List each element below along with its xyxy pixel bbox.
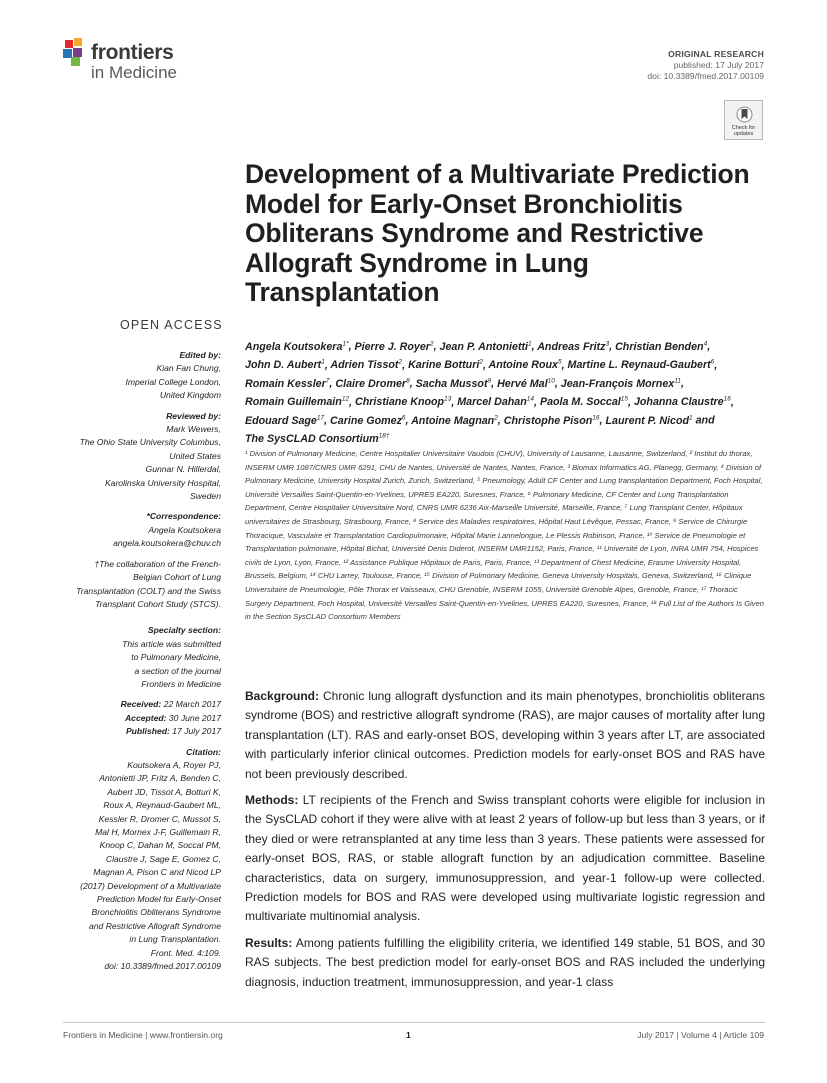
author-affiliation-marker: 12 — [341, 395, 350, 403]
editor-affiliation-2: United Kingdom — [159, 390, 221, 401]
author-name[interactable]: Andreas Fritz$^3$ — [537, 340, 610, 353]
abstract-background — [245, 687, 765, 784]
results-label: Results: — [245, 935, 293, 950]
article-header-meta — [504, 49, 764, 82]
author-name[interactable]: Romain Guillemain$^{12}$ — [245, 395, 350, 409]
footer-journal-link[interactable]: Frontiers in Medicine | www.frontiersin.org — [63, 1030, 223, 1040]
published-label: Published: — [125, 726, 170, 737]
accepted-line — [50, 712, 221, 725]
author-name[interactable]: Christian Benden$^4$ — [615, 340, 708, 353]
author-affiliation-marker: 2 — [398, 358, 403, 366]
citation-line: Bronchiolitis Obliterans Syndrome — [91, 907, 221, 918]
author-affiliation-marker: 5 — [557, 358, 562, 366]
logo-wordmark-line1: frontiers — [91, 41, 174, 64]
citation-line: Roux A, Reynaud-Gaubert ML, — [103, 800, 221, 811]
citation-text — [50, 759, 221, 974]
collaboration-note-1: †The collaboration of the French- — [94, 558, 221, 569]
check-for-updates-label: Check for updates — [731, 125, 756, 137]
collaboration-note-4: Transplant Cohort Study (STCS). — [95, 598, 221, 609]
accepted-label: Accepted: — [124, 712, 167, 723]
author-affiliation-marker: 2 — [479, 358, 483, 366]
citation-line: Magnan A, Pison C and Nicod LP — [93, 867, 221, 878]
article-title: Development of a Multivariate Prediction Model for Early-Onset Bronchiolitis Obliterans Syndrome and Restrictive Allograft Syndrome in Lung Transplantation — [245, 159, 750, 307]
check-for-updates-badge[interactable] — [724, 100, 763, 140]
left-sidebar — [50, 349, 221, 973]
author-affiliation-marker: 3 — [605, 340, 610, 347]
published-date: published: 17 July 2017 — [673, 60, 764, 70]
citation-line: in Lung Transplantation. — [129, 934, 221, 945]
citation-line: Kessler R, Dromer C, Mussot S, — [98, 813, 221, 824]
published-line — [50, 725, 221, 738]
author-affiliation-marker: 17 — [316, 414, 325, 422]
author-name[interactable]: Martine L. Reynaud-Gaubert$^6$ — [567, 358, 715, 372]
frontiers-logo-icon — [63, 38, 89, 66]
author-name[interactable]: Angela Koutsokera$^{1*}$ — [245, 340, 349, 353]
background-label: Background: — [245, 689, 320, 703]
citation-line: Front. Med. 4:109. — [150, 947, 221, 958]
doi[interactable]: doi: 10.3389/fmed.2017.00109 — [647, 71, 764, 81]
abstract-methods — [245, 791, 765, 927]
author-affiliation-marker: 15 — [620, 395, 628, 403]
author-name[interactable]: Pierre J. Royer$^2$ — [354, 340, 434, 353]
author-name[interactable]: Antoine Roux$^5$ — [488, 358, 562, 372]
received-line — [50, 698, 221, 711]
author-affiliation-marker: 16 — [723, 395, 731, 403]
author-affiliation-marker: 1* — [342, 340, 349, 347]
citation-line: Aubert JD, Tissot A, Botturi K, — [107, 786, 221, 797]
journal-logo — [63, 38, 203, 84]
author-name[interactable]: The SysCLAD Consortium$^{18\dagger}$ — [245, 432, 390, 446]
citation-line: and Restrictive Allograft Syndrome — [89, 920, 221, 931]
reviewer-2-affiliation-1: Karolinska University Hospital, — [104, 477, 221, 488]
results-text: Among patients fulfilling the eligibility criteria, we identified 149 stable, 51 BOS, and 30 RAS subjects. The best prediction model for early-onset BOS and RAS included the underlying diagnosis, induction treatment, immunosuppression, and year-1 class — [245, 935, 765, 989]
author-name[interactable]: Paola M. Soccal$^{15}$ — [539, 395, 628, 409]
logo-wordmark-line2: in Medicine — [91, 63, 177, 82]
author-name[interactable]: Jean P. Antonietti$^1$ — [439, 340, 532, 353]
author-affiliation-marker: 10 — [547, 377, 555, 385]
citation-line: Knoop C, Dahan M, Soccal PM, — [99, 840, 221, 851]
citation-label: Citation: — [186, 746, 221, 757]
footer-divider — [63, 1022, 765, 1023]
author-name[interactable]: Antoine Magnan$^2$ — [411, 414, 498, 427]
methods-label: Methods: — [245, 793, 299, 808]
collaboration-note-3: Transplantation (COLT) and the Swiss — [76, 585, 221, 596]
citation-line: Claustre J, Sage E, Gomez C, — [105, 853, 221, 864]
author-name[interactable]: Johanna Claustre$^{16}$ — [633, 395, 731, 409]
author-name[interactable]: Sacha Mussot$^9$ — [415, 377, 492, 390]
reviewed-by-label: Reviewed by: — [166, 410, 221, 421]
author-affiliation-marker: 7 — [325, 377, 330, 385]
author-name[interactable]: Marcel Dahan$^{14}$ — [457, 395, 534, 409]
published-date-left: 17 July 2017 — [172, 726, 221, 737]
citation-line: Mal H, Mornex J-F, Guillemain R, — [95, 827, 221, 837]
page-number: 1 — [406, 1030, 411, 1040]
author-name[interactable]: Adrien Tissot$^2$ — [330, 358, 403, 372]
author-list: Angela Koutsokera$^{1*}$, Pierre J. Royer$^2$, Jean P. Antonietti$^1$, Andreas Fritz$^3$, Christian Benden$^4$, John D. Aubert$^1$, Adrien Tissot$^2$, Karine Botturi$^2$, Antoine Roux$^5$, Martine L. Reynaud-Gaubert$^6$, Romain Kessler$^7$, Claire Dromer$^8$, Sacha Mussot$^9$, Hervé Mal$^{10}$, Jean-François Mornex$^{11}$, Romain Guillemain$^{12}$, Christiane Knoop$^{13}$, Marcel Dahan$^{14}$, Paola M. Soccal$^{15}$, Johanna Claustre$^{16}$, Edouard Sage$^{17}$, Carine Gomez$^6$, Antoine Magnan$^2$, Christophe Pison$^{16}$, Laurent P. Nicod$^1$ and The SysCLAD Consortium$^{18\dagger}$ — [245, 340, 734, 446]
affiliations: ¹ Division of Pulmonary Medicine, Centre Hospitalier Universitaire Vaudois (CHUV), University of Lausanne, Lausanne, Switzerland, ² Institut du thorax, INSERM UMR 1087/CNRS UMR 6291, CHU de Nantes, Université de Nantes, Nantes, France, ³ Biomax Informatics AG, Planegg, Germany, ⁴ Division of Pulmonary Medicine, University Hospital Zurich, Zurich, Switzerland, ⁵ Pneumology, Adult CF Center and Lung transplantation Department, Foch Hospital, Université Versailles Saint-Quentin-en-Yvelines, UPRES EA220, Suresnes, France, ⁶ Pulmonary Medicine, CF Center and Lung Transplantation Department, Centre Hospitalier Universitaire Nord, CNRS UMR 6236 Aix-Marseille Université, Marseille, France, ⁷ Lung Transplant Center, Hôpitaux universitaires de Strasbourg, Strasbourg, France, ⁸ Service des Maladies respiratoires, Hôpital Haut Lévêque, Pessac, France, ⁹ Service de Chirurgie Thoracique, Vasculaire et Transplantation Cardiopulmonaire, Hôpital Marie Lannelongue, Le Plessis Robinson, France, ¹⁰ Service de Pneumologie et Transplantation pulmonaire, Hôpital Bichat, Université Denis Diderot, INSERM UMR1152, Paris, France, ¹¹ Université de Lyon, INRA UMR 754, Hospices civils de Lyon, Lyon, France, ¹² Assistance Publique Hôpitaux de Paris, Paris, France, ¹³ Department of Chest Medicine, Erasme University Hospital, Brussels, Belgium, ¹⁴ CHU Larrey, Toulouse, France, ¹⁵ Division of Pulmonary Medicine, Geneva University Hospitals, Geneva, Switzerland, ¹⁶ Clinique Universitaire de Pneumologie, Pôle Thorax et Vaisseaux, CHU Grenoble, INSERM 1055, Université Grenoble Alpes, Grenoble, France, ¹⁷ Thoracic Surgery Department, Foch Hospital, Université Versailles Saint-Quentin-en-Yvelines, UPRES EA220, Suresnes, France, ¹⁸ Full List of the Authors Is Given in the Section SysCLAD Consortium Members — [245, 449, 765, 622]
author-affiliation-marker: 4 — [703, 340, 708, 347]
abstract — [245, 687, 765, 999]
citation-line: Prediction Model for Early-Onset — [96, 894, 221, 905]
author-affiliation-marker: 1 — [321, 358, 325, 366]
author-affiliation-marker: 11 — [674, 377, 681, 385]
received-label: Received: — [120, 699, 162, 710]
received-date: 22 March 2017 — [163, 699, 221, 710]
author-affiliation-marker: 1 — [689, 414, 693, 422]
citation-line: doi: 10.3389/fmed.2017.00109 — [104, 961, 221, 972]
correspondence-email[interactable]: angela.koutsokera@chuv.ch — [113, 538, 221, 549]
author-affiliation-marker: 2 — [429, 340, 434, 347]
specialty-line-3: a section of the journal — [134, 665, 221, 676]
author-name[interactable]: Claire Dromer$^8$ — [335, 377, 410, 390]
author-name[interactable]: Carine Gomez$^6$ — [330, 414, 406, 427]
author-name[interactable]: Jean-François Mornex$^{11}$ — [560, 377, 681, 390]
author-affiliation-marker: 6 — [710, 358, 715, 366]
author-affiliation-marker: 16 — [592, 414, 600, 422]
reviewer-2-affiliation-2: Sweden — [189, 491, 221, 502]
author-name[interactable]: Karine Botturi$^2$ — [408, 358, 483, 372]
footer-issue-info: July 2017 | Volume 4 | Article 109 — [637, 1030, 764, 1040]
author-name[interactable]: Romain Kessler$^7$ — [245, 377, 330, 390]
editor-name: Kian Fan Chung, — [156, 363, 221, 374]
reviewer-1-affiliation-2: United States — [169, 450, 221, 461]
reviewer-2-name: Gunnar N. Hillerdal, — [145, 464, 221, 475]
author-affiliation-marker: 18† — [378, 432, 390, 440]
specialty-line-2: to Pulmonary Medicine, — [131, 652, 221, 663]
collaboration-note-2: Belgian Cohort of Lung — [133, 572, 221, 583]
methods-text: LT recipients of the French and Swiss transplant cohorts were eligible for inclusion in the SysCLAD cohort if they were alive with at least 2 years of follow-up but less than 3 years, or if they died or were retransplanted at any time less than 3 years. These patients were assessed for early-onset BOS, RAS, or stable allograft function by an adjudication committee. Baseline characteristics, data on surgery, immunosuppression, and year-1 follow-up were collected. Prediction models for BOS and RAS were developed using multivariate logistic regression and multivariate multinomial analysis. — [245, 793, 765, 924]
reviewer-1-name: Mark Wewers, — [166, 424, 221, 435]
article-type: ORIGINAL RESEARCH — [668, 49, 764, 59]
author-affiliation-marker: 14 — [526, 395, 534, 403]
author-affiliation-marker: 6 — [401, 414, 406, 422]
accepted-date: 30 June 2017 — [168, 712, 221, 723]
author-affiliation-marker: 2 — [494, 414, 498, 422]
editor-affiliation-1: Imperial College London, — [125, 376, 221, 387]
correspondence-label: *Correspondence: — [146, 511, 221, 522]
author-name[interactable]: Christophe Pison$^{16}$ — [503, 414, 600, 427]
author-name[interactable]: John D. Aubert$^1$ — [245, 358, 325, 372]
citation-line: Antonietti JP, Fritz A, Benden C, — [99, 773, 221, 784]
author-name[interactable]: Laurent P. Nicod$^1$ — [605, 414, 693, 427]
specialty-line-1: This article was submitted — [122, 638, 221, 649]
correspondence-name: Angela Koutsokera — [148, 524, 221, 535]
bookmark-ribbon-icon — [736, 106, 753, 123]
reviewer-1-affiliation-1: The Ohio State University Columbus, — [79, 437, 221, 448]
author-name[interactable]: Edouard Sage$^{17}$ — [245, 414, 325, 427]
author-affiliation-marker: 13 — [444, 395, 452, 403]
author-affiliation-marker: 8 — [406, 377, 410, 385]
open-access-label: OPEN ACCESS — [120, 318, 223, 332]
author-affiliation-marker: 9 — [487, 377, 492, 385]
citation-line: Koutsokera A, Royer PJ, — [127, 759, 221, 770]
background-text: Chronic lung allograft dysfunction and its main phenotypes, bronchiolitis obliterans syndrome (BOS) and restrictive allograft syndrome (RAS), are major causes of mortality after lung transplantation (LT). RAS and early-onset BOS, developing within 3 years after LT, are associated with particularly inferior clinical outcomes. Prediction models for early-onset BOS and RAS have not been previously described. — [245, 689, 765, 781]
edited-by-label: Edited by: — [179, 350, 221, 360]
author-name[interactable]: Christiane Knoop$^{13}$ — [355, 395, 452, 409]
specialty-section-label: Specialty section: — [147, 625, 221, 636]
citation-line: (2017) Development of a Multivariate — [80, 880, 221, 891]
author-affiliation-marker: 1 — [528, 340, 532, 347]
specialty-line-4: Frontiers in Medicine — [141, 678, 221, 689]
author-name[interactable]: Hervé Mal$^{10}$ — [497, 377, 555, 390]
abstract-results — [245, 934, 765, 992]
